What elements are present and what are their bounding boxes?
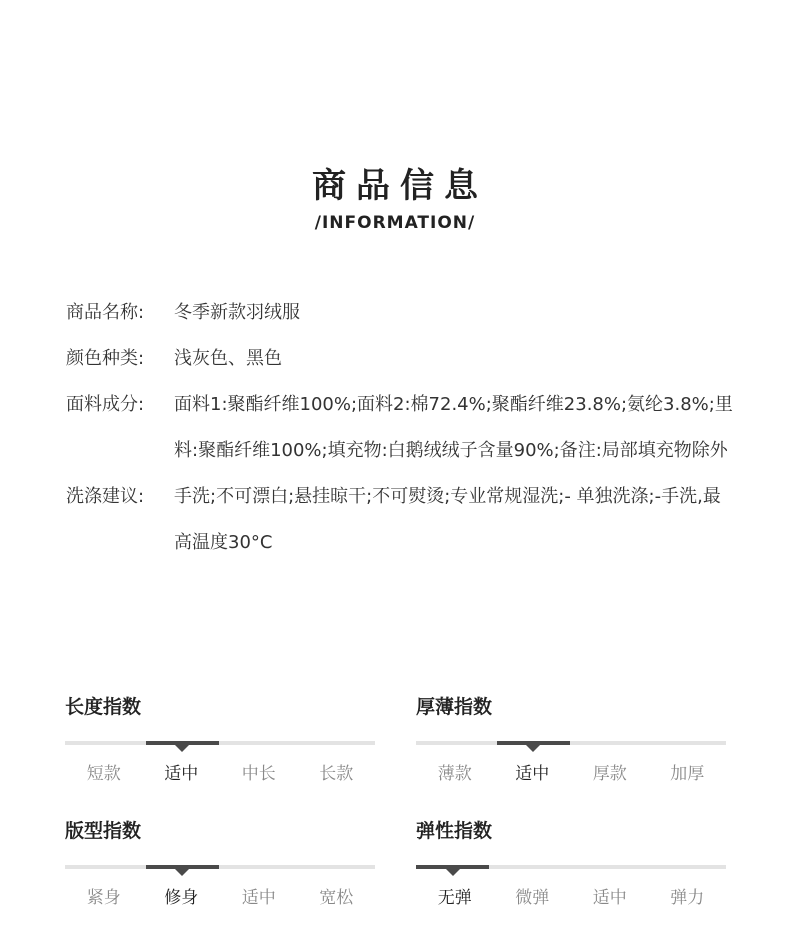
index-option: 无弹 [437, 888, 472, 908]
elasticity-index [416, 817, 726, 908]
index-title: 厚薄指数 [416, 696, 493, 718]
info-row-fabric [66, 382, 746, 474]
index-option: 宽松 [319, 888, 354, 908]
info-label: 商品名称: [66, 302, 145, 323]
index-option: 适中 [515, 764, 550, 784]
page-title: 商品信息 [312, 166, 488, 206]
length-index [65, 693, 375, 784]
index-title: 长度指数 [65, 696, 142, 718]
info-value: 浅灰色、黑色 [174, 348, 282, 369]
index-option: 修身 [164, 888, 199, 908]
index-selected-bar [497, 741, 570, 745]
index-title: 弹性指数 [416, 820, 493, 842]
info-label: 洗涤建议: [66, 486, 145, 507]
info-row-name [66, 290, 746, 336]
index-selected-bar [416, 865, 489, 869]
index-selected-bar [146, 741, 219, 745]
info-row-color [66, 336, 746, 382]
info-value: 面料1:聚酯纤维100%;面料2:棉72.4%;聚酯纤维23.8%;氨纶3.8%;里料:聚酯纤维100%;填充物:白鹅绒绒子含量90%;备注:局部填充物除外 [174, 394, 733, 461]
index-option: 加厚 [670, 764, 705, 784]
info-value: 手洗;不可漂白;悬挂晾干;不可熨烫;专业常规湿洗;- 单独洗涤;-手洗,最高温度30°C [174, 486, 721, 553]
index-track [65, 741, 375, 745]
selected-pointer-icon [526, 745, 540, 752]
index-option: 长款 [319, 764, 354, 784]
page-subtitle: /INFORMATION/ [314, 213, 476, 233]
info-label: 面料成分: [66, 394, 145, 415]
index-track [65, 865, 375, 869]
index-option: 适中 [592, 888, 627, 908]
thickness-index [416, 693, 726, 784]
index-option: 薄款 [437, 764, 472, 784]
selected-pointer-icon [175, 869, 189, 876]
index-title: 版型指数 [65, 820, 142, 842]
index-option: 中长 [241, 764, 276, 784]
index-track [416, 865, 726, 869]
fit-index [65, 817, 375, 908]
info-label: 颜色种类: [66, 348, 145, 369]
index-selected-bar [146, 865, 219, 869]
index-option: 短款 [86, 764, 121, 784]
index-option: 厚款 [592, 764, 627, 784]
product-info [66, 290, 746, 566]
index-option: 微弹 [515, 888, 550, 908]
selected-pointer-icon [175, 745, 189, 752]
index-option: 适中 [164, 764, 199, 784]
selected-pointer-icon [446, 869, 460, 876]
info-value: 冬季新款羽绒服 [174, 302, 300, 323]
info-row-washing [66, 474, 746, 566]
index-track [416, 741, 726, 745]
index-option: 紧身 [86, 888, 121, 908]
index-option: 弹力 [670, 888, 705, 908]
index-option: 适中 [241, 888, 276, 908]
